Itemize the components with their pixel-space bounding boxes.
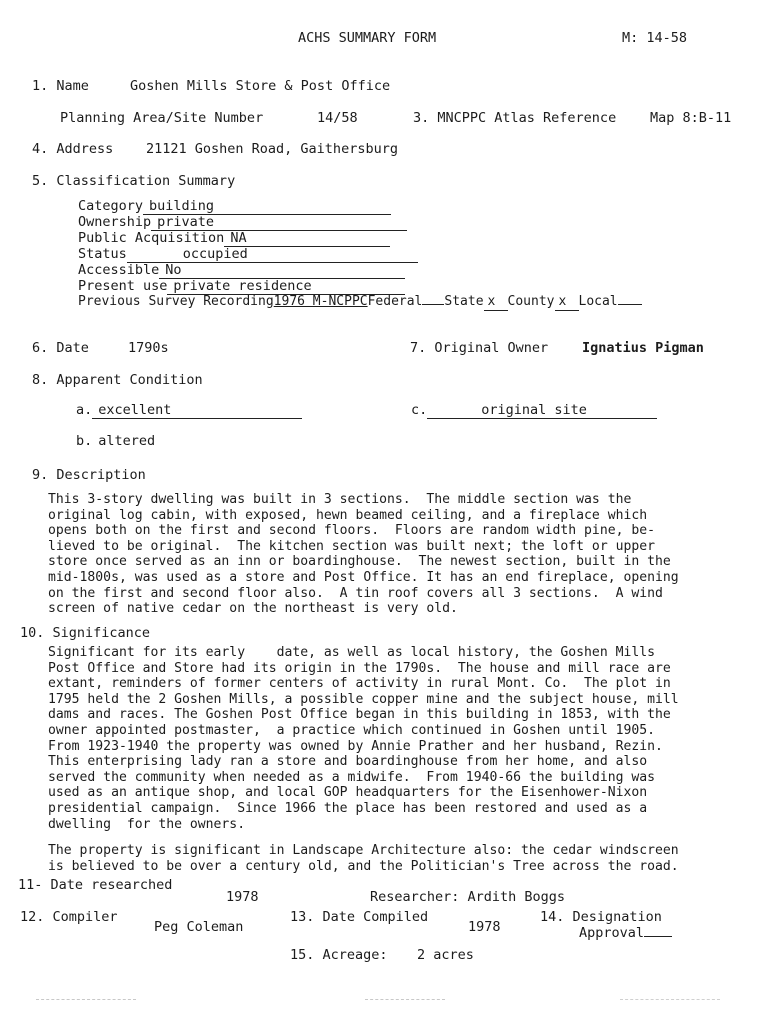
condition-b-value: altered bbox=[98, 433, 156, 449]
date-label: 6. Date bbox=[32, 340, 89, 356]
description-line: on the first and second floor also. A tin roof covers all 3 sections. A wind bbox=[48, 585, 663, 601]
description-text bbox=[48, 492, 766, 617]
approval-label: Approval bbox=[579, 925, 645, 941]
ownership-label: Ownership bbox=[78, 214, 152, 230]
date-compiled-value: 1978 bbox=[468, 919, 501, 935]
scan-artifact bbox=[620, 999, 720, 1000]
accessible-label: Accessible bbox=[78, 262, 160, 278]
date-researched-label: 11- Date researched bbox=[18, 877, 173, 893]
condition-b-label: b. bbox=[76, 433, 93, 449]
name-label: 1. Name bbox=[32, 78, 89, 94]
accessible-value: No bbox=[159, 262, 405, 279]
category-row bbox=[78, 198, 391, 215]
significance-line: Significant for its early date, as well as local history, the Goshen Mills bbox=[48, 645, 655, 660]
significance-line: extant, reminders of former centers of activity in rural Mont. Co. The plot in bbox=[48, 676, 671, 692]
significance-label: 10. Significance bbox=[20, 625, 151, 641]
condition-a-label: a. bbox=[76, 402, 93, 418]
significance-line: dwelling for the owners. bbox=[48, 816, 246, 832]
designation-label: 14. Designation bbox=[540, 909, 662, 925]
description-line: mid-1800s, was used as a store and Post Office. It has an end fireplace, opening bbox=[48, 569, 679, 585]
description-line: original log cabin, with exposed, hewn beamed ceiling, and a fireplace which bbox=[48, 507, 648, 523]
date-compiled-label: 13. Date Compiled bbox=[290, 909, 429, 925]
description-line: screen of native cedar on the northeast is very old. bbox=[48, 601, 458, 617]
condition-c-label: c. bbox=[411, 402, 428, 418]
status-value: occupied bbox=[127, 246, 418, 263]
original-owner-label: 7. Original Owner bbox=[410, 340, 549, 356]
form-title: ACHS SUMMARY FORM bbox=[298, 30, 437, 46]
significance-line: 1795 held the 2 Goshen Mills, a possible copper mine and the subject house, mill bbox=[48, 691, 679, 707]
condition-a-value: excellent bbox=[92, 402, 302, 419]
public-acquisition-row bbox=[78, 230, 390, 247]
significance-line: owner appointed postmaster, a practice which continued in Goshen until 1905. bbox=[48, 722, 655, 738]
county-label: County bbox=[507, 294, 555, 309]
planning-value: 14/58 bbox=[317, 110, 358, 126]
local-label: Local bbox=[578, 294, 618, 309]
state-label: State bbox=[444, 294, 484, 309]
significance-line: This enterprising lady ran a store and boardinghouse from her home, and also bbox=[48, 754, 648, 770]
previous-survey-value: 1976 M-NCPPC bbox=[273, 294, 368, 309]
category-value: building bbox=[143, 198, 391, 215]
condition-b-row bbox=[76, 433, 168, 449]
significance-text bbox=[48, 645, 766, 832]
scan-artifact bbox=[36, 999, 136, 1000]
significance-landscape-text bbox=[48, 843, 766, 874]
date-value: 1790s bbox=[128, 340, 169, 356]
public-acquisition-value: NA bbox=[224, 230, 390, 247]
accessible-row bbox=[78, 262, 405, 279]
significance-line: is believed to be over a century old, and the Politician's Tree across the road. bbox=[48, 858, 679, 874]
description-label: 9. Description bbox=[32, 467, 146, 483]
status-label: Status bbox=[78, 246, 127, 262]
present-use-row bbox=[78, 278, 405, 295]
compiler-value: Peg Coleman bbox=[154, 919, 244, 935]
classification-label: 5. Classification Summary bbox=[32, 173, 236, 189]
acreage-value: 2 acres bbox=[417, 947, 474, 963]
federal-label: Federal bbox=[367, 294, 423, 309]
present-use-value: private residence bbox=[167, 278, 405, 295]
significance-line: From 1923-1940 the property was owned by Annie Prather and her husband, Rezin. bbox=[48, 738, 663, 754]
significance-line: The property is significant in Landscape Architecture also: the cedar windscreen bbox=[48, 843, 679, 858]
date-researched-value: 1978 bbox=[226, 889, 259, 905]
ownership-value: private bbox=[151, 214, 407, 231]
significance-line: served the community when needed as a midwife. From 1940-66 the building was bbox=[48, 769, 655, 785]
address-label: 4. Address bbox=[32, 141, 114, 157]
state-mark: x bbox=[484, 294, 508, 311]
present-use-label: Present use bbox=[78, 278, 168, 294]
condition-a-row bbox=[76, 402, 302, 419]
county-mark: x bbox=[555, 294, 579, 311]
previous-survey-row bbox=[78, 294, 642, 311]
category-label: Category bbox=[78, 198, 144, 214]
significance-line: used as an antique shop, and local GOP headquarters for the Eisenhower-Nixon bbox=[48, 785, 648, 801]
researcher: Researcher: Ardith Boggs bbox=[370, 889, 566, 905]
significance-line: Post Office and Store had its origin in the 1790s. The house and mill race are bbox=[48, 660, 671, 676]
name-value: Goshen Mills Store & Post Office bbox=[130, 78, 391, 94]
scan-artifact bbox=[365, 999, 445, 1000]
description-line: opens both on the first and second floors. Floors are random width pine, be- bbox=[48, 523, 655, 539]
condition-label: 8. Apparent Condition bbox=[32, 372, 203, 388]
compiler-label: 12. Compiler bbox=[20, 909, 118, 925]
previous-survey-label: Previous Survey Recording bbox=[78, 294, 274, 309]
condition-c-value: original site bbox=[427, 402, 657, 419]
description-line: This 3-story dwelling was built in 3 sections. The middle section was the bbox=[48, 492, 632, 507]
status-row bbox=[78, 246, 418, 263]
approval-row bbox=[579, 925, 672, 941]
acreage-label: 15. Acreage: bbox=[290, 947, 388, 963]
public-acquisition-label: Public Acquisition bbox=[78, 230, 225, 246]
condition-c-row bbox=[411, 402, 657, 419]
atlas-value: Map 8:B-11 bbox=[650, 110, 732, 126]
planning-label: Planning Area/Site Number bbox=[60, 110, 264, 126]
description-line: store once served as an inn or boardinghouse. The newest section, built in the bbox=[48, 554, 671, 570]
ownership-row bbox=[78, 214, 407, 231]
atlas-label: 3. MNCPPC Atlas Reference bbox=[413, 110, 617, 126]
address-value: 21121 Goshen Road, Gaithersburg bbox=[146, 141, 398, 157]
significance-line: dams and races. The Goshen Post Office began in this building in 1853, with the bbox=[48, 707, 671, 723]
m-number: M: 14-58 bbox=[622, 30, 688, 46]
significance-line: presidential campaign. Since 1966 the place has been restored and used as a bbox=[48, 800, 648, 816]
description-line: lieved to be original. The kitchen section was built next; the loft or upper bbox=[48, 538, 655, 554]
original-owner-value: Ignatius Pigman bbox=[582, 340, 704, 356]
